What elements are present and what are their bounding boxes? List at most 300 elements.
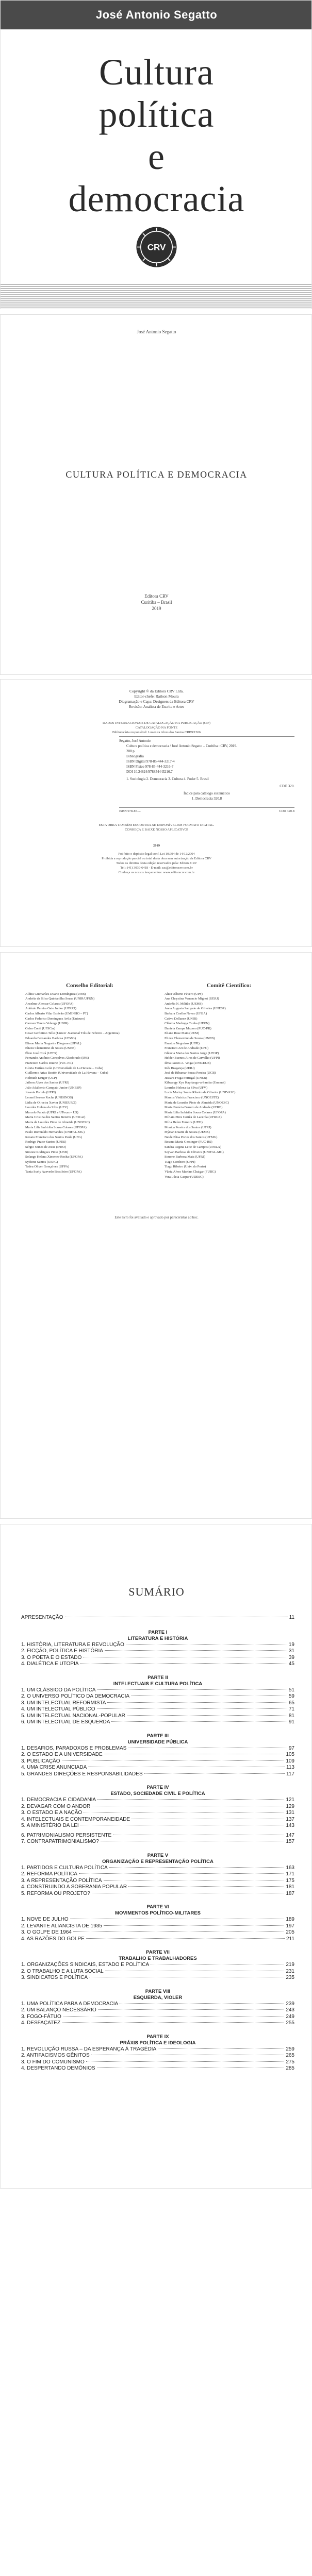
- legal-notice-line: Tel.: (41) 3039-6418 - E-mail: sac@editoracrv.com.br: [120, 866, 193, 870]
- toc-entry-page: 113: [286, 1765, 294, 1770]
- toc-entry-page: 121: [286, 1797, 294, 1803]
- toc-entry-page: 129: [286, 1803, 294, 1809]
- council-member: Cesar Gerónimo Tello (Univer .Nacional Três de Febrero – Argentina): [25, 1031, 120, 1036]
- copyright-page: [0, 679, 312, 947]
- toc-entry-label: 4. AS RAZÕES DO GOLPE: [21, 1936, 85, 1942]
- catalog-doi: DOI 10.24824/978854443216.7: [126, 770, 173, 774]
- councils-page: [0, 952, 312, 1519]
- toc-entry[interactable]: [21, 2020, 294, 2027]
- toc-entry-label: 3. O POETA E O ESTADO: [21, 1654, 82, 1660]
- toc-entry[interactable]: [21, 1706, 294, 1713]
- council-member: Tiago Ribeiro (Univ. do Porto): [165, 1165, 206, 1169]
- toc-part-number: PARTE VII: [146, 1950, 170, 1955]
- toc-entry-label: 1. ORGANIZAÇÕES SINDICAIS, ESTADO E POLÍTICA: [21, 1962, 150, 1968]
- toc-entry-label: 4. DESPERTANDO DEMÔNIOS: [21, 2065, 95, 2071]
- toc-part-title: ESTADO, SOCIEDADE CIVIL E POLÍTICA: [110, 1791, 205, 1797]
- toc-entry[interactable]: [21, 1810, 294, 1817]
- council-member: Solange Helena Ximenes-Rocha (UFOPA): [25, 1155, 83, 1159]
- council-member: Maria Eurácia Barreto de Andrade (UFRB): [165, 1106, 223, 1110]
- toc-entry[interactable]: [21, 1661, 294, 1668]
- toc-entry-page: 71: [288, 1706, 294, 1712]
- toc-entry-label: 6. UM INTELECTUAL DE ESQUERDA: [21, 1719, 110, 1725]
- toc-entry-label: 4. UM INTELECTUAL PÚBLICO: [21, 1706, 95, 1712]
- publisher-logo-text: CRV: [147, 242, 166, 252]
- toc-entry-label: 3. SINDICATOS E POLÍTICA: [21, 1975, 88, 1980]
- isbn-left: ISBN 978-85-...: [119, 809, 141, 813]
- council-member: Carmen Tereza Velanga (UNIR): [25, 1022, 69, 1026]
- catalog-header: [1, 721, 312, 735]
- toc-entry[interactable]: [21, 1817, 294, 1823]
- half-title-city: Curitiba – Brasil: [141, 600, 172, 605]
- council-member: Jailson Alves dos Santos (UFRJ): [25, 1081, 70, 1085]
- council-member: Marcelo Paixão (UFRJ e UTexas – US): [25, 1110, 78, 1114]
- toc-entry-label: 1. REVOLUÇÃO RUSSA – DA ESPERANÇA À TRAGÉDIA: [21, 2046, 157, 2052]
- toc-entry-label: 3. UM INTELECTUAL REFORMISTA: [21, 1700, 106, 1706]
- council-member: Lourdes Helena da Silva (UFV): [165, 1086, 208, 1090]
- council-member: Lucia Marisy Souza Ribeiro de Oliveira (UNIVASF): [165, 1091, 236, 1095]
- toc-part-heading: [21, 2034, 294, 2046]
- council-member: Marcos Vinicius Francisco (UNOESTE): [165, 1096, 219, 1100]
- half-title-year: 2019: [152, 606, 161, 611]
- toc-entry-label: 2. UM BALANÇO NECESSÁRIO: [21, 2007, 96, 2013]
- summary-title: SUMÁRIO: [128, 1585, 185, 1598]
- toc-entry[interactable]: [21, 1758, 294, 1765]
- toc-entry[interactable]: [21, 2065, 294, 2072]
- toc-entry[interactable]: [21, 1962, 294, 1969]
- toc-leader-dots: [111, 1721, 287, 1722]
- council-member: Vânia Alves Martins Chaigar (FURG): [165, 1170, 216, 1174]
- editorial-council-title: Conselho Editorial:: [66, 982, 113, 989]
- council-member: Fauston Negreiros (UFPI): [165, 1041, 200, 1045]
- toc-entry[interactable]: [21, 2001, 294, 2008]
- toc-entry-page: 19: [288, 1641, 294, 1648]
- toc-entry-label: 3. O GOLPE DE 1964: [21, 1929, 72, 1935]
- council-member: Francisco Carlos Duarte (PUC-PR): [25, 1061, 73, 1065]
- editorial-council: [25, 984, 154, 1175]
- toc-entry-page: 39: [288, 1654, 294, 1660]
- toc-entry-label: 1. PARTIDOS E CULTURA POLÍTICA: [21, 1865, 108, 1871]
- toc-entry[interactable]: [21, 1700, 294, 1707]
- digital-notice-line: CONHEÇA E BAIXE NOSSO APLICATIVO!: [125, 828, 188, 832]
- toc-entry-label: 5. GRANDES DIREÇÕES E RESPONSABILIDADES: [21, 1771, 143, 1777]
- toc-entry-label: 1. UM CLÁSSICO DA POLÍTICA: [21, 1687, 96, 1693]
- council-member: Míriam Pires Corrêa de Lacerda (UFRGS): [165, 1115, 222, 1120]
- council-member: Cativa Dellanez (UNIR): [165, 1016, 198, 1021]
- toc-entry-page: 211: [286, 1936, 294, 1942]
- toc-entry-label: 2. ANTIFACISMOS GÊNITOS: [21, 2053, 90, 2058]
- toc-entry-label: 1. DEMOCRACIA E CIDADANIA: [21, 1797, 96, 1803]
- toc-entry-page: 11: [289, 1615, 294, 1620]
- scientific-committee: [165, 984, 293, 1179]
- council-member: Josania Portela (UFPI): [25, 1091, 56, 1095]
- council-member: Elizeu Clementino de Souza (UNEB): [165, 1036, 215, 1040]
- toc-entry[interactable]: [21, 1752, 294, 1758]
- toc-entry-page: 265: [286, 2053, 294, 2058]
- toc-part-title: INTELECTUAIS E CULTURA POLÍTICA: [113, 1681, 203, 1687]
- council-member: Mýrian Duarte de Souza (UEMS): [165, 1130, 210, 1134]
- toc-leader-dots: [62, 2022, 284, 2023]
- toc-entry[interactable]: [21, 1884, 294, 1891]
- toc-leader-dots: [104, 1925, 284, 1926]
- council-member: Andréia da Silva Quintanilha Sousa (UNIR/UFRN): [25, 997, 95, 1001]
- cover-title-line: política: [98, 94, 215, 135]
- toc-entry[interactable]: [21, 1719, 294, 1726]
- legal-notice: [1, 852, 312, 875]
- council-member: Andréia N. Militão (UEMS): [165, 1002, 203, 1006]
- toc-leader-dots: [80, 1663, 287, 1664]
- toc-entry-label: 2. O ESTADO E A UNIVERSIDADE: [21, 1752, 103, 1757]
- council-member: Rodrigo Pratte-Santos (UFES): [25, 1140, 67, 1144]
- toc-entry-label: 3. O ESTADO E A NAÇÃO: [21, 1810, 83, 1816]
- toc-part-heading: [21, 1785, 294, 1797]
- half-title-publisher: Editora CRV: [144, 594, 169, 599]
- council-member: Carlos Alberto Vilar Estêvão (UMINHO – PT): [25, 1011, 88, 1015]
- cover-title-line: Cultura: [99, 52, 214, 93]
- toc-entry-page: 81: [288, 1713, 294, 1719]
- toc-entry[interactable]: [21, 1929, 294, 1936]
- toc-entry-label: 3. O FIM DO COMUNISMO: [21, 2059, 85, 2065]
- toc-entry-page: 285: [286, 2065, 294, 2071]
- toc-entry-label: 5. A MINISTÉRIO DA LEI: [21, 1823, 79, 1828]
- toc-entry-page: 231: [286, 1968, 294, 1974]
- council-member: Kilwangy Kya Kapitango-a-Samba (Unemat): [165, 1081, 226, 1085]
- toc-entry-page: 109: [286, 1758, 294, 1764]
- half-title-publisher-block: [1, 593, 312, 612]
- peer-review-note: Este livro foi avaliado e aprovado por pareceristas ad hoc.: [114, 1215, 199, 1219]
- toc-entry-page: 105: [286, 1752, 294, 1757]
- toc-entry-label: 2. REFORMA POLÍTICA: [21, 1871, 77, 1877]
- toc-entry[interactable]: [21, 1804, 294, 1810]
- council-member: Elizeu Clementino de Souza (UNEB): [25, 1046, 76, 1050]
- toc-entry-page: 31: [288, 1648, 294, 1654]
- toc-entry-page: 97: [288, 1745, 294, 1751]
- toc-entry-label: 1. NOVE DE JULHO: [21, 1917, 69, 1922]
- toc-leader-dots: [105, 1650, 287, 1651]
- council-member: Sandra Regina Leite de Campos (UNILA): [165, 1145, 221, 1149]
- council-member: Vera Lúcia Gaspar (UDESC): [165, 1175, 204, 1179]
- toc-part-title: LITERATURA E HISTÓRIA: [127, 1635, 188, 1641]
- council-member: Míria Helen Ferreira (UFPI): [165, 1121, 203, 1125]
- toc-part-heading: [21, 1989, 294, 2001]
- council-member: Gláucia Maria dos Santos Jorge (UFOP): [165, 1051, 219, 1055]
- council-member: Fernando Antônio Gonçalves Alcoforado (IPB): [25, 1056, 89, 1060]
- catalog-rule: [119, 807, 294, 808]
- toc-entry[interactable]: [21, 1878, 294, 1885]
- council-member: Tiago Cordeiro (UFPI): [165, 1160, 195, 1164]
- toc-entry-label: 3. A REPRESENTAÇÃO POLÍTICA: [21, 1877, 102, 1884]
- toc-entry-label: 4. DESFAÇATEZ: [21, 2020, 60, 2026]
- toc-leader-dots: [144, 1773, 285, 1774]
- catalog-isbn: ISBN Digital 978-85-444-3217-4: [126, 759, 175, 764]
- toc-entry-page: 137: [286, 1816, 294, 1822]
- catalog-author: Segatto, José Antonio: [119, 739, 151, 743]
- toc-entry-page: 219: [286, 1962, 294, 1968]
- council-member: Francisco Ari de Andrade (UFC): [165, 1046, 209, 1050]
- toc-entry-page: 147: [286, 1832, 294, 1838]
- council-member: Sérgio Nunes de Jesus (IFRO): [25, 1145, 66, 1149]
- council-member: Simone Barbosa Maia (UFRJ): [165, 1155, 205, 1159]
- toc-entry-page: 171: [286, 1871, 294, 1877]
- toc-part-heading: [21, 1733, 294, 1745]
- toc-entry[interactable]: [21, 1745, 294, 1752]
- toc-entry[interactable]: [21, 1975, 294, 1981]
- council-member: Daniela Zampa Mazzeo (PUC-PR): [165, 1026, 211, 1030]
- catalog-entry: Cultura política e democracia / José Antonio Segatto – Curitiba : CRV, 2019.: [126, 744, 237, 748]
- toc-part-heading: [21, 1904, 294, 1917]
- catalog-cdd: CDD 320.: [280, 784, 294, 788]
- catalog-header-line: DADOS INTERNACIONAIS DE CATALOGAÇÃO NA PUBLICAÇÃO (CIP): [103, 721, 210, 725]
- toc-entry[interactable]: [21, 1871, 294, 1878]
- toc-entry-label: 2. O TRABALHO E A LUTA SOCIAL: [21, 1968, 104, 1974]
- isbn-strip: [119, 809, 294, 813]
- digital-notice: [1, 823, 312, 832]
- toc-part-heading: [21, 1950, 294, 1962]
- council-member: Jussara Fraga Portugal (UNEB): [165, 1076, 207, 1080]
- book-cover: [0, 0, 312, 309]
- cover-author-band: [1, 1, 312, 29]
- toc-entry[interactable]: [21, 1648, 294, 1655]
- toc-entry-page: 181: [286, 1884, 294, 1890]
- scientific-committee-title: Comitê Científico:: [206, 982, 252, 989]
- copyright-year: 2019: [153, 844, 160, 848]
- toc-leader-dots: [86, 1938, 285, 1939]
- toc-entry[interactable]: [21, 1917, 294, 1923]
- council-member: José de Ribamar Sousa Pereira (UCB): [165, 1071, 216, 1075]
- isbn-right: CDD 320.8: [279, 809, 294, 813]
- council-member: Sydione Santos (UEPG): [25, 1160, 58, 1164]
- legal-notice-line: Conheça os nossos lançamentos: www.editoracrv.com.br: [118, 871, 195, 874]
- toc-entry[interactable]: [21, 1693, 294, 1700]
- council-member: Aldira Guimarães Duarte Domínguez (UNB): [25, 992, 86, 996]
- council-member: Anna Augusta Sampaio de Oliveira (UNESP): [165, 1007, 226, 1011]
- toc-leader-dots: [73, 1931, 284, 1932]
- legal-notice-line: Proibida a reprodução parcial ou total desta obra sem autorização da Editora CRV: [102, 857, 211, 860]
- toc-entry-page: 239: [286, 2001, 294, 2007]
- council-member: Anselmo Alencar Colares (UFOPA): [25, 1002, 74, 1006]
- copyright-line: Copyright © da Editora CRV Ltda.: [129, 689, 184, 693]
- toc-entry[interactable]: [21, 1923, 294, 1930]
- toc-entry-page: 243: [286, 2007, 294, 2013]
- council-member: Gloria Fariñas León (Universidade de La Havana – Cuba): [25, 1066, 103, 1070]
- toc-entry[interactable]: [21, 1642, 294, 1649]
- toc-entry-label: 5. UM INTELECTUAL NACIONAL-POPULAR: [21, 1713, 125, 1719]
- toc-entry[interactable]: [21, 1839, 294, 1845]
- toc-entry-page: 117: [286, 1771, 294, 1777]
- catalog-pages: 208 p.: [126, 749, 136, 753]
- council-member: Tania Suely Azevedo Brasileiro (UFOPA): [25, 1170, 82, 1174]
- copyright-line: Revisão: Analista de Escrita e Artes: [128, 704, 185, 709]
- toc-entry-page: 249: [286, 2013, 294, 2020]
- toc-entry-label: 7. CONTRAPATRIMONIALISMO?: [21, 1839, 99, 1844]
- toc-entry-label: APRESENTAÇÃO: [21, 1615, 63, 1620]
- council-member: Lourdes Helena da Silva (UFV): [25, 1106, 69, 1110]
- toc-entry[interactable]: [21, 2014, 294, 2021]
- toc-entry-label: 3. PUBLICAÇÃO: [21, 1758, 60, 1764]
- copyright-credits: [1, 689, 312, 709]
- council-member: Helmuth Krüger (UCP): [25, 1076, 57, 1080]
- toc-entry-page: 51: [288, 1687, 294, 1693]
- toc-leader-dots: [127, 1715, 287, 1716]
- table-of-contents: [21, 1615, 294, 2072]
- toc-entry-page: 197: [286, 1923, 294, 1929]
- council-member: Cláudia Madruga Cunha (UFRN): [165, 1022, 210, 1026]
- toc-entry[interactable]: [21, 1655, 294, 1662]
- half-title-title: CULTURA POLÍTICA E DEMOCRACIA: [65, 469, 248, 480]
- council-member: Maria Lília Imbiriba Sousa Colares (UFOPA): [25, 1125, 87, 1129]
- toc-entry-page: 189: [286, 1917, 294, 1922]
- council-member: Guillermo Arias Beatón (Universidade de La Havana – Cuba): [25, 1071, 108, 1075]
- toc-entry-label: 4. CONSTRUINDO A SOBERANIA POPULAR: [21, 1884, 127, 1890]
- toc-leader-dots: [158, 2048, 284, 2049]
- council-member: Monica Pereira dos Santos (UFRJ): [165, 1125, 211, 1129]
- summary-page: [0, 1524, 312, 2189]
- toc-leader-dots: [128, 1886, 284, 1887]
- toc-entry[interactable]: [21, 2053, 294, 2059]
- catalog-isbn: ISBN Físico 978-85-444-3216-7: [126, 765, 174, 769]
- toc-part-number: PARTE VI: [146, 1904, 169, 1910]
- catalog-bibliography: Bibliografia: [126, 754, 144, 758]
- toc-entry[interactable]: [21, 2007, 294, 2014]
- cover-title-line: democracia: [68, 178, 245, 219]
- toc-entry-label: 2. FICÇÃO, POLÍTICA E HISTÓRIA: [21, 1648, 103, 1654]
- council-member: Seyvan Barbosa de Oliveira (UNIFAL-MG): [165, 1150, 224, 1154]
- toc-entry[interactable]: [21, 2059, 294, 2066]
- toc-entry-label: 4. UMA CRISE ANUNCIADA: [21, 1765, 87, 1770]
- council-member: João Adalberto Campato Junior (UNESP): [25, 1086, 81, 1090]
- toc-part-number: PARTE VIII: [145, 1988, 171, 1994]
- toc-entry-page: 163: [286, 1865, 294, 1871]
- half-title-author: José Antonio Segatto: [137, 329, 176, 334]
- toc-entry[interactable]: [21, 1969, 294, 1975]
- toc-entry-label: 1. HISTÓRIA, LITERATURA E REVOLUÇÃO: [21, 1641, 124, 1648]
- catalog-index-title: Índice para catálogo sistemático: [184, 791, 230, 795]
- council-member: Elione Maria Nogueira Diogenes (UFAL): [25, 1041, 81, 1045]
- council-member: Eduardo Fernandes Barbosa (UFMG): [25, 1036, 76, 1040]
- toc-entry[interactable]: [21, 1687, 294, 1694]
- toc-leader-dots: [97, 2067, 285, 2068]
- council-member: Leonel Severo Rocha (UNISINOS): [25, 1096, 73, 1100]
- publisher-logo: [135, 225, 178, 269]
- toc-part-heading: [21, 1630, 294, 1642]
- toc-entry-label: 2. O UNIVERSO POLÍTICO DA DEMOCRACIA: [21, 1693, 130, 1699]
- council-member: Paulo Romualdo Hernandes (UNIFAL-MG): [25, 1130, 85, 1134]
- council-member: Lídia de Oliveira Xavier (UNIEURO): [25, 1100, 76, 1105]
- toc-entry-page: 143: [286, 1823, 294, 1828]
- council-member: Maria de Lourdes Pinto de Almeida (UNOESC): [165, 1100, 229, 1105]
- toc-part-title: ORGANIZAÇÃO E REPRESENTAÇÃO POLÍTICA: [102, 1858, 214, 1865]
- toc-entry[interactable]: [21, 1891, 294, 1897]
- toc-entry[interactable]: [21, 1797, 294, 1804]
- toc-part-title: MOVIMENTOS POLÍTICO-MILITARES: [115, 1910, 201, 1916]
- council-member: Altair Alberto Fávero (UPF): [165, 992, 203, 996]
- council-member: Renato Francisco dos Santos Paula (UFG): [25, 1135, 82, 1139]
- toc-entry-page: 175: [286, 1877, 294, 1884]
- toc-entry[interactable]: [21, 2046, 294, 2053]
- catalog-rule: [119, 736, 294, 737]
- toc-part-number: PARTE V: [147, 1852, 169, 1858]
- scientific-committee-list: [165, 992, 293, 1180]
- catalog-index-entry: 1. Democracia 320.8: [191, 796, 222, 801]
- toc-entry[interactable]: [21, 1833, 294, 1839]
- toc-part-heading: [21, 1675, 294, 1687]
- editorial-council-list: [25, 992, 154, 1175]
- toc-entry-page: 205: [286, 1929, 294, 1935]
- toc-part-number: PARTE I: [148, 1629, 168, 1635]
- toc-leader-dots: [97, 1689, 287, 1690]
- toc-entry-page: 275: [286, 2059, 294, 2065]
- toc-entry[interactable]: [21, 1765, 294, 1771]
- cover-stripe-pattern: [1, 283, 312, 309]
- catalog-header-line: Bibliotecária responsável: Luzenira Alves dos Santos CRB9/1506: [112, 731, 201, 734]
- copyright-line: Editor-chefe: Railson Moura: [134, 694, 179, 699]
- toc-part-title: ESQUERDA, VIOLER: [133, 1994, 183, 2001]
- toc-entry-label: 2. DEVAGAR COM O ANDOR: [21, 1803, 91, 1809]
- toc-entry-page: 65: [288, 1700, 294, 1706]
- toc-entry[interactable]: [21, 1823, 294, 1829]
- toc-entry-label: 1. UMA POLÍTICA PARA A DEMOCRACIA: [21, 2001, 119, 2007]
- legal-notice-line: Todos os direitos desta edição reservados pela: Editora CRV: [116, 861, 197, 865]
- council-member: Celso Conti (UFSCar): [25, 1026, 56, 1030]
- council-member: Maria de Lourdes Pinto de Almeida (UNOESC): [25, 1121, 90, 1125]
- council-member: Ilma Passos A. Veiga (UNICEUB): [165, 1061, 211, 1065]
- toc-part-title: TRABALHO E TRABALHADORES: [119, 1956, 197, 1961]
- toc-leader-dots: [97, 1799, 284, 1800]
- toc-entry-page: 59: [288, 1693, 294, 1699]
- toc-entry[interactable]: [21, 1771, 294, 1778]
- council-member: Rosana Maria Gessinger (PUC-RS): [165, 1140, 212, 1144]
- toc-entry-page: 91: [288, 1719, 294, 1725]
- toc-entry-page: 187: [286, 1890, 294, 1896]
- toc-leader-dots: [120, 2003, 284, 2004]
- toc-entry-label: 6. PATRIMONIALISMO PERSISTENTE: [21, 1832, 112, 1838]
- toc-entry[interactable]: [21, 1615, 294, 1621]
- toc-entry-label: 1. DESAFIOS, PARADOXOS E PROBLEMAS: [21, 1745, 127, 1751]
- toc-leader-dots: [126, 1644, 287, 1645]
- council-member: Simone Rodrigues Pinto (UNB): [25, 1150, 69, 1154]
- toc-leader-dots: [109, 1867, 284, 1868]
- council-member: Maria Lília Imbiriba Sousa Colares (UFOPA): [165, 1110, 226, 1114]
- toc-entry-label: 4. INTELECTUAIS E CONTEMPORANEIDADE: [21, 1816, 130, 1822]
- toc-entry-label: 4. DIALÉTICA E UTOPIA: [21, 1661, 79, 1667]
- toc-entry-page: 131: [286, 1810, 294, 1816]
- toc-part-number: PARTE IX: [146, 2033, 169, 2040]
- half-title-page: [0, 314, 312, 675]
- toc-part-number: PARTE III: [146, 1733, 169, 1739]
- toc-entry-page: 235: [286, 1975, 294, 1980]
- toc-leader-dots: [98, 2009, 285, 2010]
- catalog-card: [119, 738, 294, 801]
- toc-part-number: PARTE IV: [146, 1785, 169, 1790]
- toc-entry-label: 2. LEVANTE ALIANCISTA DE 1935: [21, 1923, 102, 1929]
- toc-entry-page: 259: [286, 2046, 294, 2052]
- catalog-subjects: 1. Sociologia 2. Democracia 3. Cultura 4. Poder 5. Brasil: [126, 777, 209, 781]
- cover-author: José Antonio Segatto: [95, 8, 218, 21]
- toc-entry[interactable]: [21, 1865, 294, 1872]
- council-member: Carlos Federico Dominguez Avila (Unieuro): [25, 1016, 85, 1021]
- council-member: Neide Elisa Portes dos Santos (UFMG): [165, 1135, 218, 1139]
- cover-title-line: e: [148, 136, 165, 177]
- council-member: Ana Chrystina Venancio Mignot (UERJ): [165, 997, 219, 1001]
- toc-entry[interactable]: [21, 1713, 294, 1720]
- toc-entry-page: 45: [288, 1661, 294, 1667]
- toc-entry[interactable]: [21, 1936, 294, 1943]
- council-member: Antônio Pereira Gaio Júnior (UFRRJ): [25, 1007, 76, 1011]
- toc-leader-dots: [86, 2061, 285, 2062]
- toc-part-title: UNIVERSIDADE PÚBLICA: [127, 1739, 188, 1745]
- council-member: Tadeu Oliver Gonçalves (UFPA): [25, 1165, 70, 1169]
- toc-entry-page: 255: [286, 2020, 294, 2026]
- cover-title: [1, 51, 312, 220]
